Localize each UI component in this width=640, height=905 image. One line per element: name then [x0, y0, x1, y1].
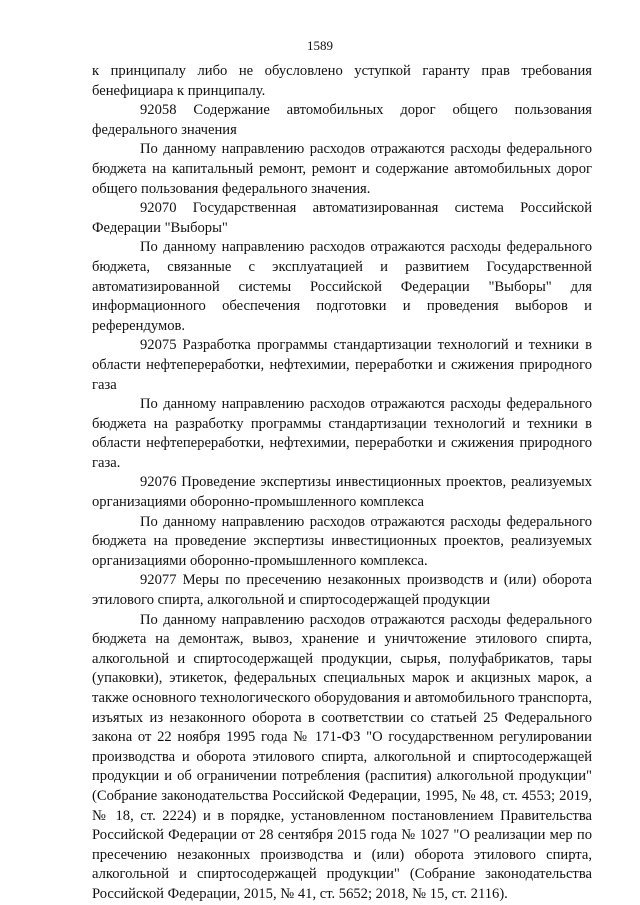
section-heading-92076: 92076 Проведение экспертизы инвестиционных проектов, реализуемых организациями оборонно-промышленного комплекса — [92, 474, 592, 511]
section-heading-92077: 92077 Меры по пресечению незаконных производств и (или) оборота этилового спирта, алкогольной и спиртосодержащей продукции — [92, 572, 592, 609]
page-number: 1589 — [307, 38, 333, 53]
paragraph-92070-description: По данному направлению расходов отражаются расходы федерального бюджета, связанные с эксплуатацией и развитием Государственной автоматизированной системы Российской Федерации "Выборы" для информационного обеспечения подготовки и проведения выборов и референдумов. — [92, 239, 592, 334]
section-heading-92070: 92070 Государственная автоматизированная система Российской Федерации "Выборы" — [92, 200, 592, 236]
document-body — [92, 62, 592, 905]
paragraph-continuation: к принципалу либо не обусловлено уступкой гаранту прав требования бенефициара к принципалу. — [92, 63, 592, 99]
section-heading-92075: 92075 Разработка программы стандартизации технологий и техники в области нефтепереработки, нефтехимии, переработки и сжижения природного газа — [92, 337, 592, 393]
paragraph-92058-description: По данному направлению расходов отражаются расходы федерального бюджета на капитальный ремонт, ремонт и содержание автомобильных дорог общего пользования федерального значения. — [92, 141, 592, 197]
section-heading-92058: 92058 Содержание автомобильных дорог общего пользования федерального значения — [92, 102, 592, 138]
paragraph-92077-description: По данному направлению расходов отражаются расходы федерального бюджета на демонтаж, вывоз, хранение и уничтожение этилового спирта, алкогольной и спиртосодержащей продукции, сырья, полуфабрикатов, тары (упаковки), этикеток, федеральных специальных марок и акцизных марок, а также основного технологического оборудования и автомобильного транспорта, изъятых из незаконного оборота в соответствии со статьей 25 Федерального закона от 22 ноября 1995 года № 171-ФЗ "О государственном регулировании производства и оборота этилового спирта, алкогольной и спиртосодержащей продукции и об ограничении потребления (распития) алкогольной продукции" (Собрание законодательства Российской Федерации, 1995, № 48, ст. 4553; 2019, № 18, ст. 2224) и в порядке, установленном постановлением Правительства Российской Федерации от 28 сентября 2015 года № 1027 "О реализации мер по пресечению незаконных производства и (или) оборота этилового спирта, алкогольной и спиртосодержащей продукции" (Собрание законодательства Российской Федерации, 2015, № 41, ст. 5652; 2018, № 15, ст. 2116). — [92, 611, 593, 902]
paragraph-92075-description: По данному направлению расходов отражаются расходы федерального бюджета на разработку программы стандартизации технологий и техники в области нефтепереработки, нефтехимии, переработки и сжижения природного газа. — [92, 396, 592, 471]
paragraph-92076-description: По данному направлению расходов отражаются расходы федерального бюджета на проведение экспертизы инвестиционных проектов, реализуемых организациями оборонно-промышленного комплекса. — [92, 513, 592, 569]
